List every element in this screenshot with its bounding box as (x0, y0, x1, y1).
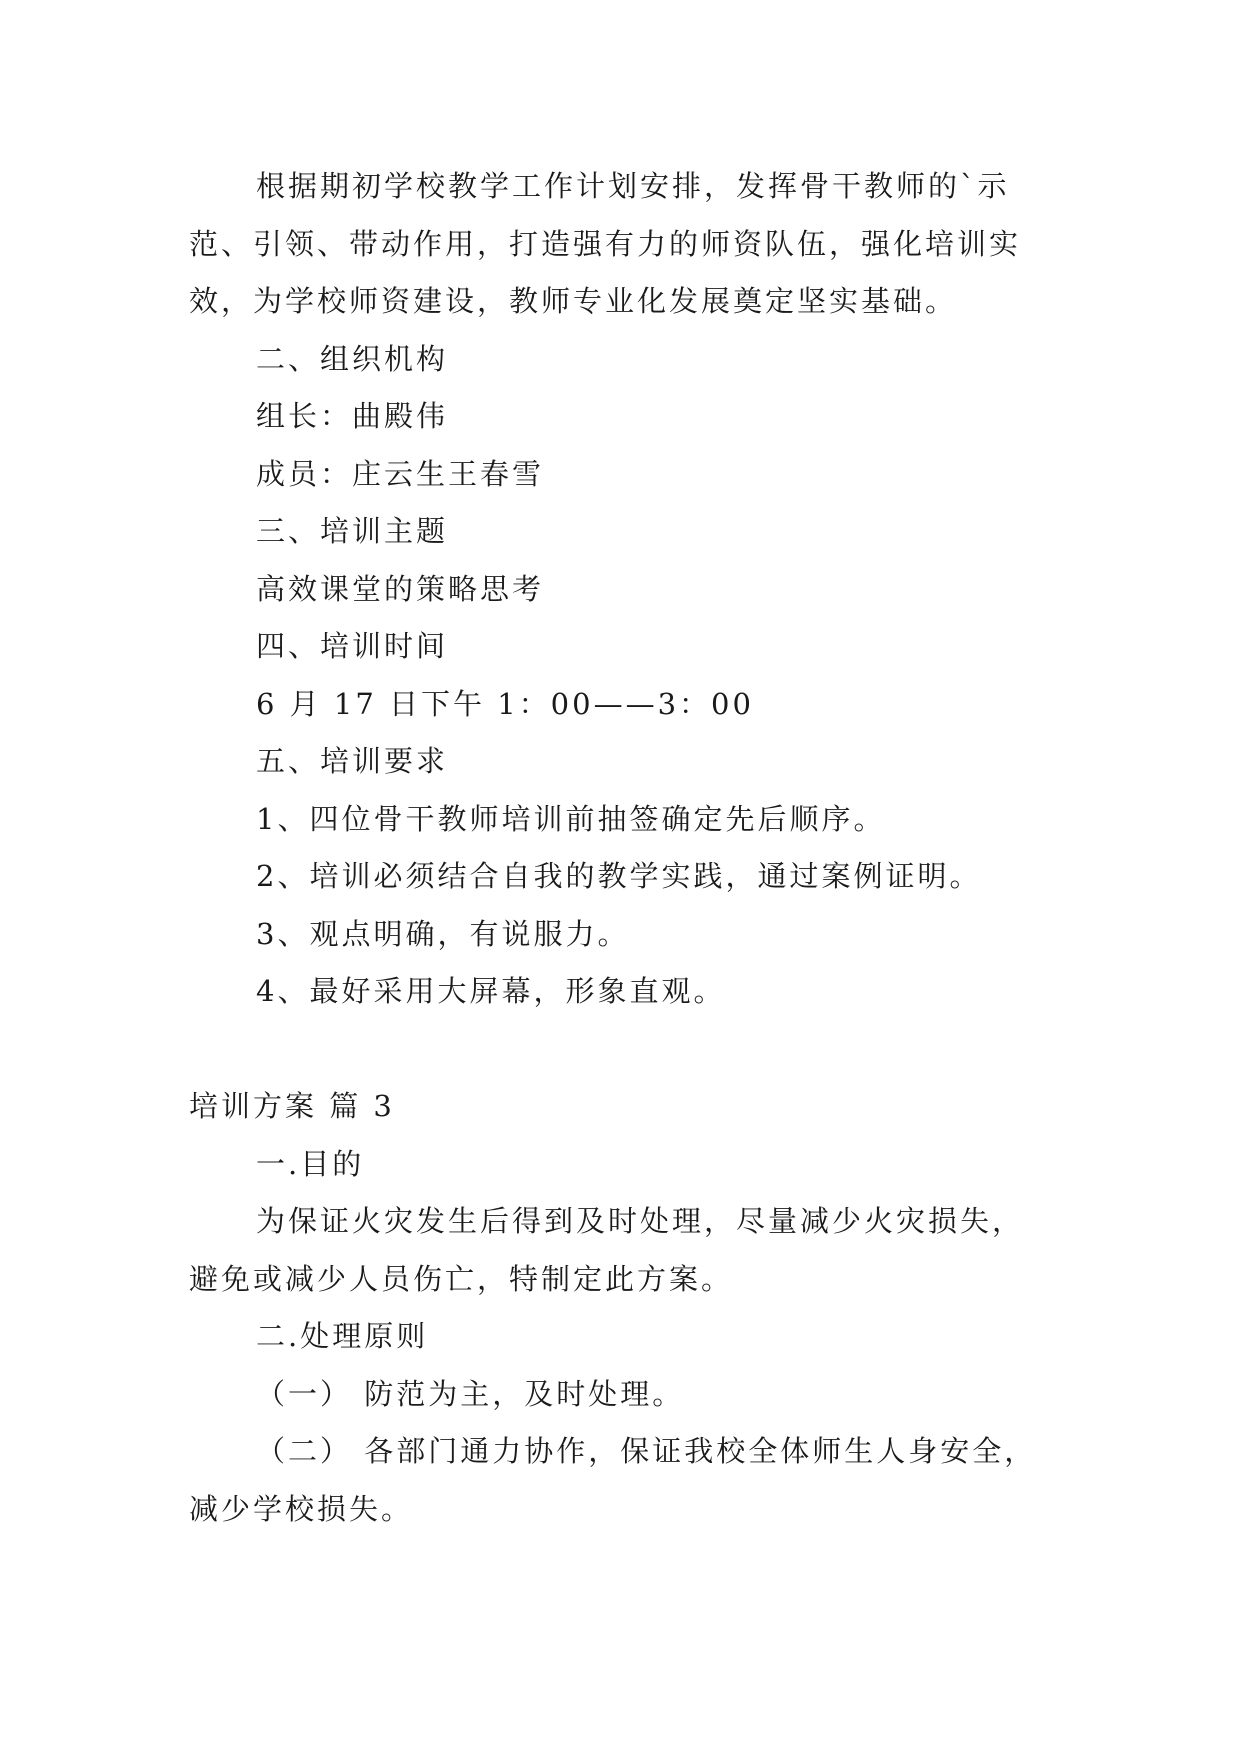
leader-line: 组长：曲殿伟 (256, 399, 449, 433)
paragraph-line: 避免或减少人员伤亡，特制定此方案。 (189, 1262, 734, 1296)
section-heading: 一.目的 (256, 1147, 365, 1181)
time-line: 6 月 17 日下午 1：00——3：00 (256, 687, 754, 721)
principle-item: （一） 防范为主，及时处理。 (256, 1377, 685, 1411)
section-heading: 二、组织机构 (256, 342, 449, 376)
paragraph-line: 为保证火灾发生后得到及时处理，尽量减少火灾损失， (256, 1204, 1025, 1238)
paragraph-line: 减少学校损失。 (189, 1492, 414, 1526)
section-heading: 三、培训主题 (256, 514, 449, 548)
members-line: 成员：庄云生王春雪 (256, 457, 545, 491)
requirement-item: 3、观点明确，有说服力。 (256, 917, 630, 951)
paragraph-line: 范、引领、带动作用，打造强有力的师资队伍，强化培训实 (189, 227, 1022, 261)
section-heading: 四、培训时间 (256, 629, 449, 663)
requirement-item: 4、最好采用大屏幕，形象直观。 (256, 974, 726, 1008)
principle-item: （二） 各部门通力协作，保证我校全体师生人身安全， (256, 1434, 1037, 1468)
paragraph-line: 根据期初学校教学工作计划安排，发挥骨干教师的`示 (256, 169, 1010, 203)
section-heading: 二.处理原则 (256, 1319, 429, 1353)
theme-line: 高效课堂的策略思考 (256, 572, 545, 606)
paragraph-line: 效，为学校师资建设，教师专业化发展奠定坚实基础。 (189, 284, 958, 318)
requirement-item: 1、四位骨干教师培训前抽签确定先后顺序。 (256, 802, 886, 836)
requirement-item: 2、培训必须结合自我的教学实践，通过案例证明。 (256, 859, 982, 893)
section-heading: 五、培训要求 (256, 744, 449, 778)
section-title: 培训方案 篇 3 (189, 1089, 395, 1123)
